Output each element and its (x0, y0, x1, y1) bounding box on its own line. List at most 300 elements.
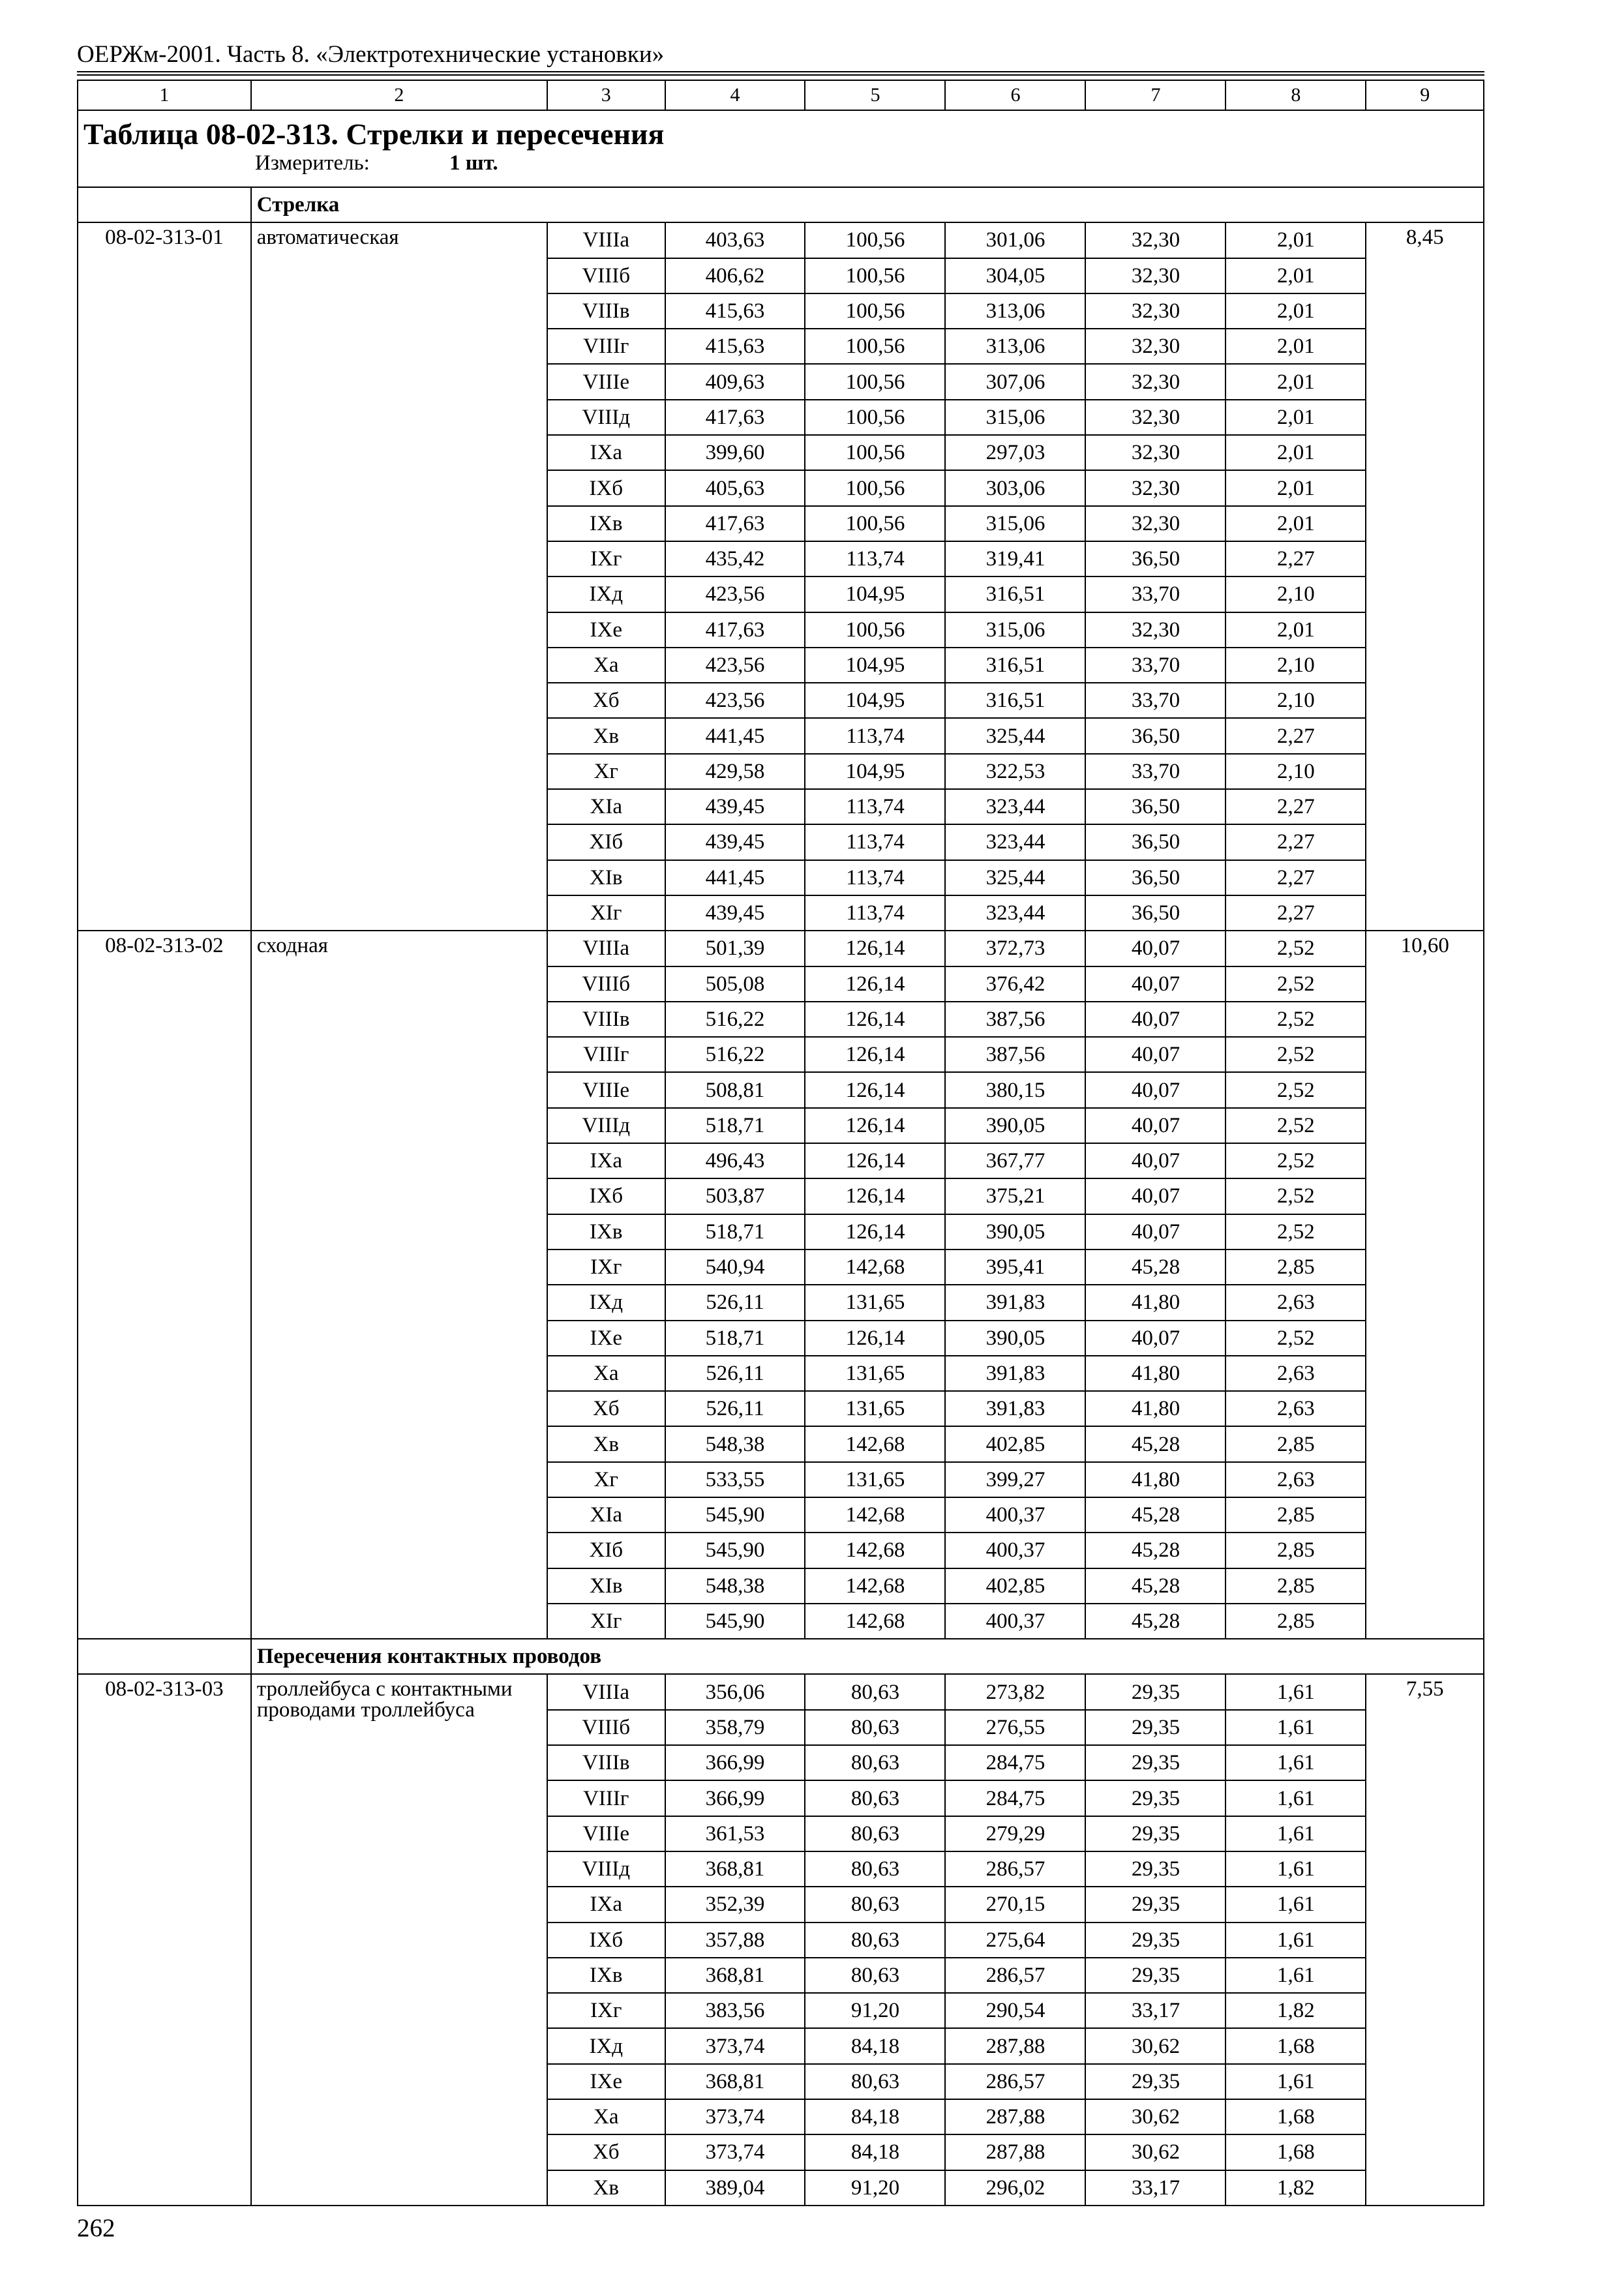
table-cell: 80,63 (805, 1674, 945, 1709)
table-cell: Xб (547, 1391, 665, 1426)
table-cell: 40,07 (1085, 931, 1226, 966)
table-cell: 2,27 (1226, 895, 1366, 931)
table-cell: 126,14 (805, 966, 945, 1002)
table-cell: 100,56 (805, 364, 945, 399)
table-cell: 423,56 (665, 576, 805, 612)
table-title-cell (78, 110, 1484, 187)
unit-line (83, 153, 1478, 179)
table-cell: 357,88 (665, 1922, 805, 1958)
column-number-row (78, 80, 1484, 110)
table-cell: 113,74 (805, 895, 945, 931)
table-cell: 100,56 (805, 293, 945, 329)
column-number: 3 (547, 80, 665, 110)
table-cell: 423,56 (665, 648, 805, 683)
table-cell: 1,82 (1226, 2170, 1366, 2206)
table-cell: 356,06 (665, 1674, 805, 1709)
table-cell: 29,35 (1085, 1710, 1226, 1745)
table-cell: 126,14 (805, 1321, 945, 1356)
table-cell: XIа (547, 1497, 665, 1533)
table-cell: 323,44 (945, 789, 1085, 824)
table-cell: 391,83 (945, 1356, 1085, 1391)
table-cell: 423,56 (665, 683, 805, 718)
table-cell: 32,30 (1085, 400, 1226, 435)
table-cell: 32,30 (1085, 258, 1226, 293)
table-cell: 526,11 (665, 1356, 805, 1391)
table-cell: 2,52 (1226, 1108, 1366, 1143)
table-cell: 390,05 (945, 1108, 1085, 1143)
table-cell: 2,01 (1226, 506, 1366, 541)
table-cell: 100,56 (805, 612, 945, 648)
table-cell: 376,42 (945, 966, 1085, 1002)
table-cell: XIб (547, 1533, 665, 1568)
table-cell: 100,56 (805, 329, 945, 364)
table-cell: 45,28 (1085, 1426, 1226, 1461)
table-cell: VIIIб (547, 1710, 665, 1745)
table-cell: 400,37 (945, 1533, 1085, 1568)
table-cell: 352,39 (665, 1887, 805, 1922)
table-cell: 29,35 (1085, 1922, 1226, 1958)
section-spacer (78, 187, 251, 222)
table-cell: 41,80 (1085, 1391, 1226, 1426)
table-cell: 104,95 (805, 576, 945, 612)
table-cell: 315,06 (945, 612, 1085, 648)
table-cell: Xв (547, 718, 665, 753)
table-row (78, 222, 1484, 258)
table-cell: 100,56 (805, 506, 945, 541)
table-cell: IXа (547, 1887, 665, 1922)
table-cell: 100,56 (805, 400, 945, 435)
table-cell: IXа (547, 1143, 665, 1178)
column-9-value: 8,45 (1366, 222, 1484, 931)
table-cell: 1,61 (1226, 2064, 1366, 2099)
table-cell: 40,07 (1085, 1178, 1226, 1214)
table-cell: 508,81 (665, 1072, 805, 1107)
table-cell: 113,74 (805, 541, 945, 576)
table-cell: 45,28 (1085, 1533, 1226, 1568)
table-cell: IXв (547, 506, 665, 541)
table-cell: 2,27 (1226, 541, 1366, 576)
table-cell: 32,30 (1085, 506, 1226, 541)
unit-label: Измеритель: (255, 151, 370, 175)
table-cell: 29,35 (1085, 1780, 1226, 1816)
table-cell: 32,30 (1085, 329, 1226, 364)
column-number: 7 (1085, 80, 1226, 110)
table-cell: 32,30 (1085, 612, 1226, 648)
table-cell: 368,81 (665, 2064, 805, 2099)
table-cell: 126,14 (805, 1214, 945, 1249)
table-cell: 387,56 (945, 1037, 1085, 1072)
table-cell: XIб (547, 824, 665, 860)
table-cell: 36,50 (1085, 789, 1226, 824)
table-cell: VIIIв (547, 1745, 665, 1780)
table-cell: 40,07 (1085, 1108, 1226, 1143)
table-cell: 100,56 (805, 222, 945, 258)
table-cell: 516,22 (665, 1002, 805, 1037)
table-cell: 32,30 (1085, 470, 1226, 505)
table-cell: 2,52 (1226, 966, 1366, 1002)
table-cell: 2,27 (1226, 789, 1366, 824)
rate-name: сходная (251, 931, 547, 1639)
table-cell: 366,99 (665, 1745, 805, 1780)
table-cell: 33,17 (1085, 2170, 1226, 2206)
table-cell: 126,14 (805, 1143, 945, 1178)
table-cell: 29,35 (1085, 1887, 1226, 1922)
table-cell: 80,63 (805, 2064, 945, 2099)
table-cell: 2,85 (1226, 1497, 1366, 1533)
table-cell: VIIIд (547, 1851, 665, 1887)
table-cell: XIг (547, 1604, 665, 1639)
table-cell: 296,02 (945, 2170, 1085, 2206)
table-cell: IXд (547, 576, 665, 612)
table-cell: 80,63 (805, 1922, 945, 1958)
table-cell: 142,68 (805, 1497, 945, 1533)
table-cell: 284,75 (945, 1745, 1085, 1780)
table-cell: 2,85 (1226, 1426, 1366, 1461)
table-cell: 415,63 (665, 293, 805, 329)
table-cell: 391,83 (945, 1285, 1085, 1320)
table-cell: 2,52 (1226, 1143, 1366, 1178)
table-cell: 33,70 (1085, 683, 1226, 718)
table-cell: 548,38 (665, 1568, 805, 1604)
table-cell: 361,53 (665, 1816, 805, 1851)
table-cell: 1,61 (1226, 1851, 1366, 1887)
table-cell: Xг (547, 1462, 665, 1497)
table-cell: VIIIа (547, 1674, 665, 1709)
table-cell: 287,88 (945, 2099, 1085, 2134)
table-cell: 100,56 (805, 435, 945, 470)
table-cell: 40,07 (1085, 966, 1226, 1002)
table-cell: 533,55 (665, 1462, 805, 1497)
table-cell: 126,14 (805, 1002, 945, 1037)
rates-table (77, 80, 1484, 2206)
table-cell: 1,82 (1226, 1993, 1366, 2028)
table-cell: 29,35 (1085, 1958, 1226, 1993)
table-cell: 286,57 (945, 1958, 1085, 1993)
table-cell: 126,14 (805, 931, 945, 966)
section-title: Стрелка (251, 187, 1484, 222)
table-cell: 2,52 (1226, 1321, 1366, 1356)
table-cell: 387,56 (945, 1002, 1085, 1037)
table-cell: 41,80 (1085, 1285, 1226, 1320)
table-cell: 372,73 (945, 931, 1085, 966)
table-cell: 375,21 (945, 1178, 1085, 1214)
table-cell: 518,71 (665, 1214, 805, 1249)
table-cell: 358,79 (665, 1710, 805, 1745)
table-cell: 526,11 (665, 1391, 805, 1426)
table-cell: 36,50 (1085, 895, 1226, 931)
table-cell: 417,63 (665, 612, 805, 648)
table-row (78, 931, 1484, 966)
table-cell: 2,85 (1226, 1249, 1366, 1285)
table-cell: 142,68 (805, 1568, 945, 1604)
table-cell: 441,45 (665, 860, 805, 895)
table-cell: 373,74 (665, 2028, 805, 2063)
table-cell: 1,68 (1226, 2028, 1366, 2063)
table-cell: 29,35 (1085, 1851, 1226, 1887)
table-cell: 275,64 (945, 1922, 1085, 1958)
table-cell: 84,18 (805, 2028, 945, 2063)
table-cell: IXг (547, 1249, 665, 1285)
table-cell: 270,15 (945, 1887, 1085, 1922)
table-cell: Xв (547, 2170, 665, 2206)
table-cell: 2,52 (1226, 1002, 1366, 1037)
table-cell: 1,61 (1226, 1922, 1366, 1958)
table-cell: 399,27 (945, 1462, 1085, 1497)
table-cell: VIIIа (547, 931, 665, 966)
table-cell: 1,61 (1226, 1710, 1366, 1745)
table-cell: 32,30 (1085, 222, 1226, 258)
table-cell: 104,95 (805, 754, 945, 789)
table-cell: IXд (547, 2028, 665, 2063)
table-cell: 390,05 (945, 1214, 1085, 1249)
table-cell: 80,63 (805, 1745, 945, 1780)
table-cell: 45,28 (1085, 1568, 1226, 1604)
table-cell: 518,71 (665, 1108, 805, 1143)
rate-name: троллейбуса с контактными проводами троллейбуса (251, 1674, 547, 2205)
table-cell: IXг (547, 541, 665, 576)
table-cell: Xв (547, 1426, 665, 1461)
table-cell: 2,10 (1226, 754, 1366, 789)
table-cell: 301,06 (945, 222, 1085, 258)
table-cell: 2,63 (1226, 1462, 1366, 1497)
table-cell: 2,63 (1226, 1285, 1366, 1320)
table-cell: 113,74 (805, 860, 945, 895)
table-cell: 286,57 (945, 1851, 1085, 1887)
column-9-value: 10,60 (1366, 931, 1484, 1639)
unit-value: 1 шт. (449, 151, 498, 175)
table-cell: 113,74 (805, 824, 945, 860)
table-cell: 104,95 (805, 648, 945, 683)
table-cell: 32,30 (1085, 435, 1226, 470)
table-cell: 2,01 (1226, 364, 1366, 399)
table-cell: 406,62 (665, 258, 805, 293)
table-cell: 287,88 (945, 2134, 1085, 2170)
table-cell: 2,85 (1226, 1604, 1366, 1639)
table-cell: VIIIг (547, 1780, 665, 1816)
table-cell: 41,80 (1085, 1356, 1226, 1391)
table-cell: 429,58 (665, 754, 805, 789)
section-header-row (78, 187, 1484, 222)
table-cell: 545,90 (665, 1533, 805, 1568)
table-cell: 142,68 (805, 1249, 945, 1285)
table-cell: Xа (547, 648, 665, 683)
table-cell: 91,20 (805, 1993, 945, 2028)
table-cell: 505,08 (665, 966, 805, 1002)
table-cell: 400,37 (945, 1497, 1085, 1533)
table-cell: XIг (547, 895, 665, 931)
section-header-row (78, 1639, 1484, 1674)
table-cell: 325,44 (945, 718, 1085, 753)
table-cell: 307,06 (945, 364, 1085, 399)
table-cell: 279,29 (945, 1816, 1085, 1851)
table-cell: 545,90 (665, 1604, 805, 1639)
table-cell: 1,61 (1226, 1674, 1366, 1709)
table-cell: IXв (547, 1958, 665, 1993)
table-cell: 316,51 (945, 576, 1085, 612)
table-cell: IXе (547, 1321, 665, 1356)
table-cell: 496,43 (665, 1143, 805, 1178)
table-cell: 2,52 (1226, 1178, 1366, 1214)
table-cell: 100,56 (805, 470, 945, 505)
column-number: 1 (78, 80, 251, 110)
table-cell: 516,22 (665, 1037, 805, 1072)
table-cell: 2,01 (1226, 258, 1366, 293)
table-cell: 316,51 (945, 648, 1085, 683)
rate-code: 08-02-313-03 (78, 1674, 251, 2205)
table-cell: 2,85 (1226, 1568, 1366, 1604)
table-cell: 284,75 (945, 1780, 1085, 1816)
table-cell: 2,63 (1226, 1391, 1366, 1426)
table-cell: 405,63 (665, 470, 805, 505)
table-cell: 40,07 (1085, 1321, 1226, 1356)
table-cell: 323,44 (945, 824, 1085, 860)
rate-code: 08-02-313-01 (78, 222, 251, 931)
table-cell: VIIIд (547, 1108, 665, 1143)
table-cell: IXв (547, 1214, 665, 1249)
table-cell: 113,74 (805, 789, 945, 824)
table-cell: 501,39 (665, 931, 805, 966)
table-cell: 131,65 (805, 1356, 945, 1391)
table-cell: 45,28 (1085, 1604, 1226, 1639)
table-cell: 1,61 (1226, 1780, 1366, 1816)
table-cell: 29,35 (1085, 1745, 1226, 1780)
table-cell: IXб (547, 470, 665, 505)
table-cell: 2,01 (1226, 400, 1366, 435)
table-cell: Xб (547, 683, 665, 718)
table-cell: Xг (547, 754, 665, 789)
table-cell: VIIIг (547, 329, 665, 364)
table-cell: 316,51 (945, 683, 1085, 718)
table-cell: 1,61 (1226, 1745, 1366, 1780)
table-cell: 2,27 (1226, 860, 1366, 895)
table-cell: 286,57 (945, 2064, 1085, 2099)
column-number: 9 (1366, 80, 1484, 110)
table-cell: 142,68 (805, 1604, 945, 1639)
column-9-value: 7,55 (1366, 1674, 1484, 2205)
table-cell: 391,83 (945, 1391, 1085, 1426)
table-cell: 2,10 (1226, 648, 1366, 683)
table-cell: 2,52 (1226, 931, 1366, 966)
table-cell: 435,42 (665, 541, 805, 576)
table-cell: IXе (547, 612, 665, 648)
document-header: ОЕРЖм-2001. Часть 8. «Электротехнические установки» (77, 41, 665, 68)
table-cell: IXг (547, 1993, 665, 2028)
table-cell: 380,15 (945, 1072, 1085, 1107)
column-number: 8 (1226, 80, 1366, 110)
column-number: 4 (665, 80, 805, 110)
table-cell: XIв (547, 1568, 665, 1604)
table-cell: 276,55 (945, 1710, 1085, 1745)
table-cell: VIIIе (547, 364, 665, 399)
table-title: Таблица 08-02-313. Стрелки и пересечения (83, 117, 665, 151)
table-cell: VIIIе (547, 1816, 665, 1851)
table-cell: 30,62 (1085, 2028, 1226, 2063)
table-cell: 41,80 (1085, 1462, 1226, 1497)
table-cell: IXб (547, 1922, 665, 1958)
table-cell: 84,18 (805, 2099, 945, 2134)
table-cell: 1,68 (1226, 2134, 1366, 2170)
table-cell: 1,68 (1226, 2099, 1366, 2134)
table-cell: 45,28 (1085, 1249, 1226, 1285)
table-cell: 290,54 (945, 1993, 1085, 2028)
table-cell: 526,11 (665, 1285, 805, 1320)
table-cell: 80,63 (805, 1780, 945, 1816)
table-cell: 2,27 (1226, 824, 1366, 860)
table-cell: 100,56 (805, 258, 945, 293)
table-cell: 32,30 (1085, 364, 1226, 399)
table-cell: 313,06 (945, 329, 1085, 364)
table-cell: 131,65 (805, 1462, 945, 1497)
table-cell: 80,63 (805, 1887, 945, 1922)
table-cell: 104,95 (805, 683, 945, 718)
table-cell: 142,68 (805, 1533, 945, 1568)
table-cell: 373,74 (665, 2134, 805, 2170)
table-cell: 1,61 (1226, 1958, 1366, 1993)
table-cell: Xа (547, 2099, 665, 2134)
table-cell: 402,85 (945, 1426, 1085, 1461)
table-cell: 131,65 (805, 1285, 945, 1320)
table-cell: 2,10 (1226, 683, 1366, 718)
table-cell: IXб (547, 1178, 665, 1214)
table-cell: 30,62 (1085, 2099, 1226, 2134)
table-cell: 400,37 (945, 1604, 1085, 1639)
table-cell: 142,68 (805, 1426, 945, 1461)
table-cell: 30,62 (1085, 2134, 1226, 2170)
table-cell: XIв (547, 860, 665, 895)
table-cell: 36,50 (1085, 860, 1226, 895)
table-cell: VIIIв (547, 293, 665, 329)
table-cell: 409,63 (665, 364, 805, 399)
table-cell: 36,50 (1085, 718, 1226, 753)
table-cell: 439,45 (665, 789, 805, 824)
table-cell: 439,45 (665, 824, 805, 860)
page-number: 262 (77, 2214, 115, 2242)
section-spacer (78, 1639, 251, 1674)
table-cell: 366,99 (665, 1780, 805, 1816)
table-cell: 2,01 (1226, 470, 1366, 505)
table-cell: 417,63 (665, 506, 805, 541)
table-cell: VIIIб (547, 258, 665, 293)
table-cell: VIIIд (547, 400, 665, 435)
column-number: 5 (805, 80, 945, 110)
table-cell: 33,17 (1085, 1993, 1226, 2028)
table-cell: 40,07 (1085, 1037, 1226, 1072)
table-cell: 113,74 (805, 718, 945, 753)
table-cell: 80,63 (805, 1851, 945, 1887)
table-cell: 325,44 (945, 860, 1085, 895)
table-cell: 368,81 (665, 1958, 805, 1993)
table-cell: 80,63 (805, 1710, 945, 1745)
table-cell: Xа (547, 1356, 665, 1391)
rate-code: 08-02-313-02 (78, 931, 251, 1639)
table-cell: 548,38 (665, 1426, 805, 1461)
table-cell: 33,70 (1085, 648, 1226, 683)
header-rule (77, 71, 1484, 76)
table-cell: 441,45 (665, 718, 805, 753)
table-cell: 367,77 (945, 1143, 1085, 1178)
table-cell: 2,10 (1226, 576, 1366, 612)
table-cell: IXе (547, 2064, 665, 2099)
table-cell: 303,06 (945, 470, 1085, 505)
column-number: 2 (251, 80, 547, 110)
table-cell: 29,35 (1085, 1674, 1226, 1709)
table-cell: 29,35 (1085, 1816, 1226, 1851)
table-cell: 368,81 (665, 1851, 805, 1887)
table-cell: 36,50 (1085, 824, 1226, 860)
table-row (78, 1674, 1484, 1709)
table-cell: VIIIа (547, 222, 665, 258)
table-cell: 313,06 (945, 293, 1085, 329)
